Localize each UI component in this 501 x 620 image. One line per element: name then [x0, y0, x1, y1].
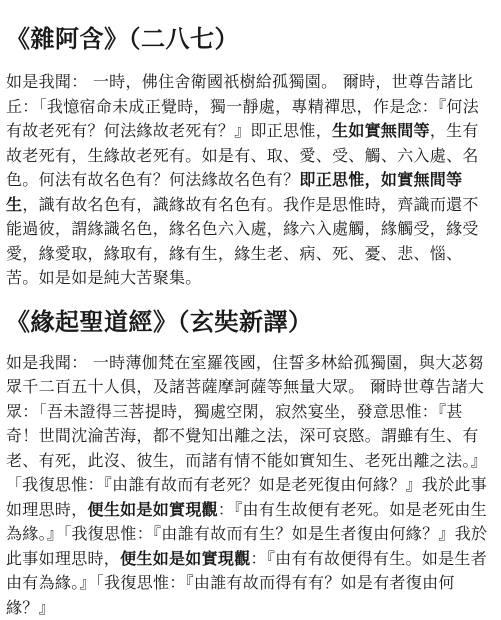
section-title: 《緣起聖道經》（玄奘新譯） [6, 305, 493, 339]
bold-text-run: 便生如是如實現觀 [120, 549, 250, 568]
text-run: ：『由有生故便有老死。如是老死由生為緣。』「我復思惟：『由誰有故而有生？如是生者復由何緣？』我於此事如理思時， [6, 500, 487, 568]
section-paragraph [6, 70, 493, 291]
section-paragraph [6, 351, 493, 620]
text-run: ：『由有有故便得有生。如是生者由有為緣。』「我復思惟：『由誰有故而得有有？如是有者復由何緣？』 [6, 549, 487, 617]
sutra-section-zaahan [6, 22, 493, 291]
text-run: ，生有故老死有，生緣故老死有。如是有、取、愛、受、觸、六入處、名色。何法有故名色有？何法緣故名色有？ [6, 121, 479, 189]
bold-text-run: 便生如是如實現觀 [88, 500, 218, 519]
section-title: 《雜阿含》（二八七） [6, 22, 493, 56]
bold-text-run: 生如實無間等 [332, 121, 430, 140]
bold-text-run: 即正思惟，如實無間等生 [6, 170, 462, 214]
text-run: ，識有故名色有，識緣故有名色有。我作是思惟時，齊識而還不能過彼，謂緣識名色，緣名色六入處，緣六入處觸，緣觸受，緣受愛，緣愛取，緣取有，緣有生，緣生老、病、死、憂、悲、惱、苦。如是如是純大苦聚集。 [6, 195, 479, 288]
text-run: 如是我聞： 一時，佛住舍衛國祇樹給孤獨園。 爾時，世尊告諸比丘：「我憶宿命未成正覺時，獨一靜處，專精禪思，作是念：『何法有故老死有？何法緣故老死有？』即正思惟， [6, 72, 479, 140]
sutra-section-yuanqi [6, 305, 493, 620]
text-run: 如是我聞： 一時薄伽梵在室羅筏國，住誓多林給孤獨園，與大苾芻眾千二百五十人俱，及諸菩薩摩訶薩等無量大眾。 爾時世尊告諸大眾：「吾未證得三菩提時，獨處空閑，寂然宴坐，發意思惟：『甚奇！世間沈淪苦海，都不覺知出離之法，深可哀愍。謂雖有生、有老、有死，此沒、彼生，而諸有情不能如實知生、老死出離之法。』「我復思惟：『由誰有故而有老死？如是老死復由何緣？』我於此事如理思時， [6, 353, 487, 519]
